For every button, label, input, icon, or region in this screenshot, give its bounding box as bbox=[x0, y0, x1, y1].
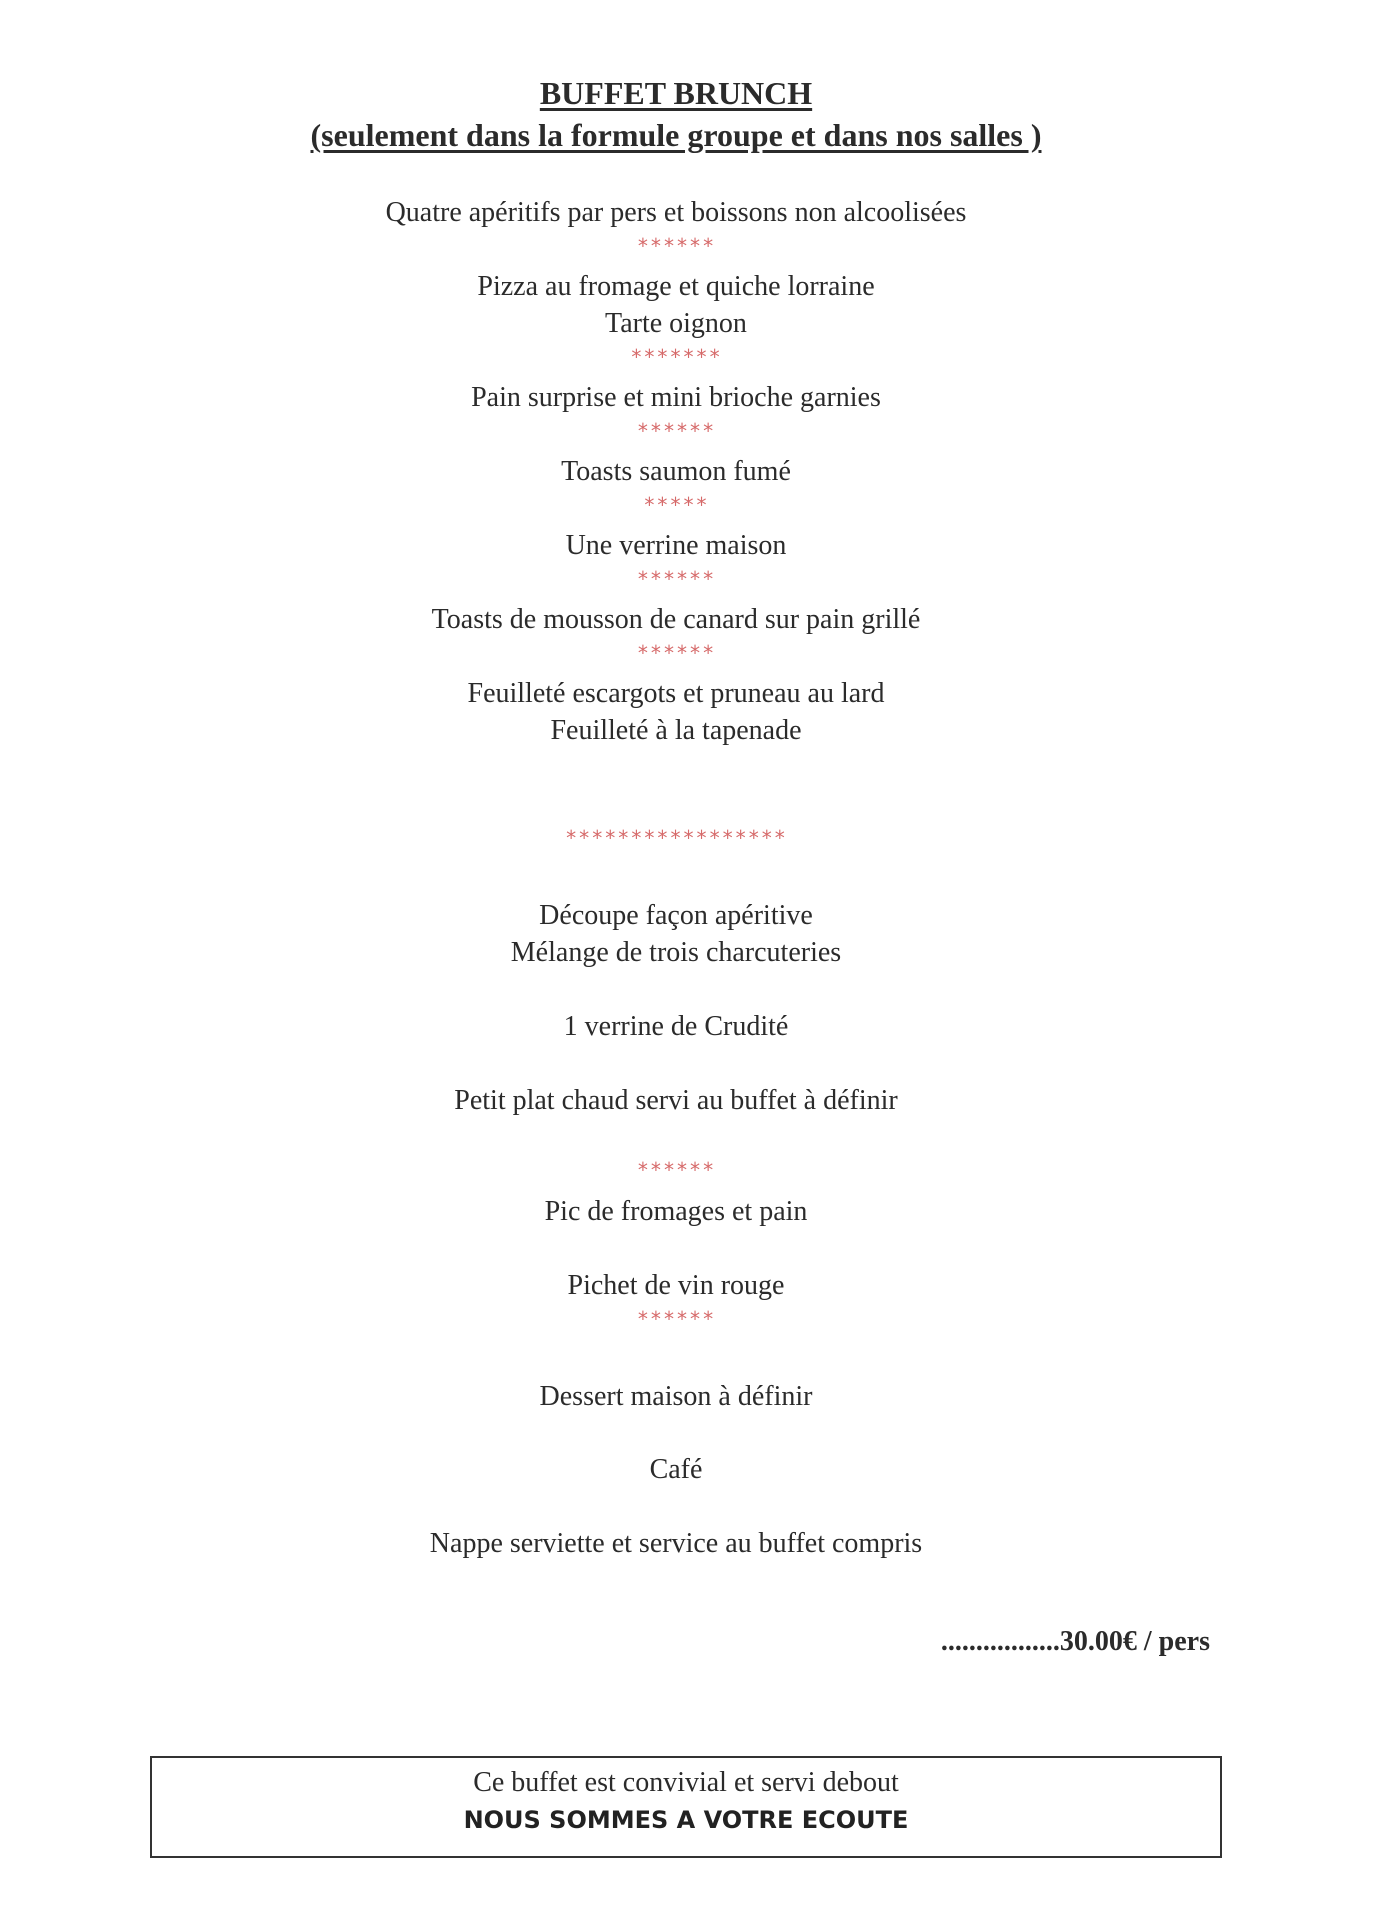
page-subtitle: (seulement dans la formule groupe et dans nos salles ) bbox=[310, 117, 1042, 153]
menu-line-toasts-canard: Toasts de mousson de canard sur pain grillé bbox=[431, 604, 921, 635]
star-separator: ****** bbox=[636, 234, 716, 258]
menu-line-cafe: Café bbox=[649, 1454, 703, 1485]
footer-notice-box bbox=[150, 1756, 1222, 1858]
star-separator: ***** bbox=[643, 493, 709, 517]
menu-line-dessert: Dessert maison à définir bbox=[539, 1381, 813, 1412]
menu-line-fromages: Pic de fromages et pain bbox=[544, 1196, 808, 1227]
star-separator: ****** bbox=[636, 419, 716, 443]
menu-line-crudite: 1 verrine de Crudité bbox=[563, 1011, 789, 1042]
star-separator-long: ***************** bbox=[565, 826, 787, 850]
page-title: BUFFET BRUNCH bbox=[539, 75, 813, 111]
star-separator: ****** bbox=[636, 641, 716, 665]
star-separator: ****** bbox=[636, 567, 716, 591]
menu-line-plat-chaud: Petit plat chaud servi au buffet à définir bbox=[454, 1085, 898, 1116]
star-separator: ****** bbox=[636, 1158, 716, 1182]
menu-line-aperitifs: Quatre apéritifs par pers et boissons non alcoolisées bbox=[385, 197, 967, 228]
menu-line-feuillete-escargots: Feuilleté escargots et pruneau au lard bbox=[467, 678, 885, 709]
star-separator: ******* bbox=[630, 345, 722, 369]
menu-line-toasts-saumon: Toasts saumon fumé bbox=[561, 456, 791, 487]
menu-line-service: Nappe serviette et service au buffet compris bbox=[429, 1528, 923, 1559]
menu-line-feuillete-tapenade: Feuilleté à la tapenade bbox=[550, 715, 802, 746]
menu-line-pain-surprise: Pain surprise et mini brioche garnies bbox=[471, 382, 881, 413]
menu-line-charcuteries: Mélange de trois charcuteries bbox=[510, 937, 842, 968]
menu-line-verrine: Une verrine maison bbox=[565, 530, 787, 561]
price-per-person: .................30.00€ / pers bbox=[940, 1626, 1210, 1657]
star-separator: ****** bbox=[636, 1307, 716, 1331]
footer-line-ecoute: NOUS SOMMES A VOTRE ECOUTE bbox=[463, 1806, 909, 1834]
menu-line-vin-rouge: Pichet de vin rouge bbox=[567, 1270, 785, 1301]
menu-line-pizza: Pizza au fromage et quiche lorraine bbox=[477, 271, 875, 302]
menu-line-tarte: Tarte oignon bbox=[605, 308, 747, 339]
menu-line-decoupe: Découpe façon apéritive bbox=[539, 900, 813, 931]
footer-line-convivial: Ce buffet est convivial et servi debout bbox=[473, 1767, 899, 1798]
